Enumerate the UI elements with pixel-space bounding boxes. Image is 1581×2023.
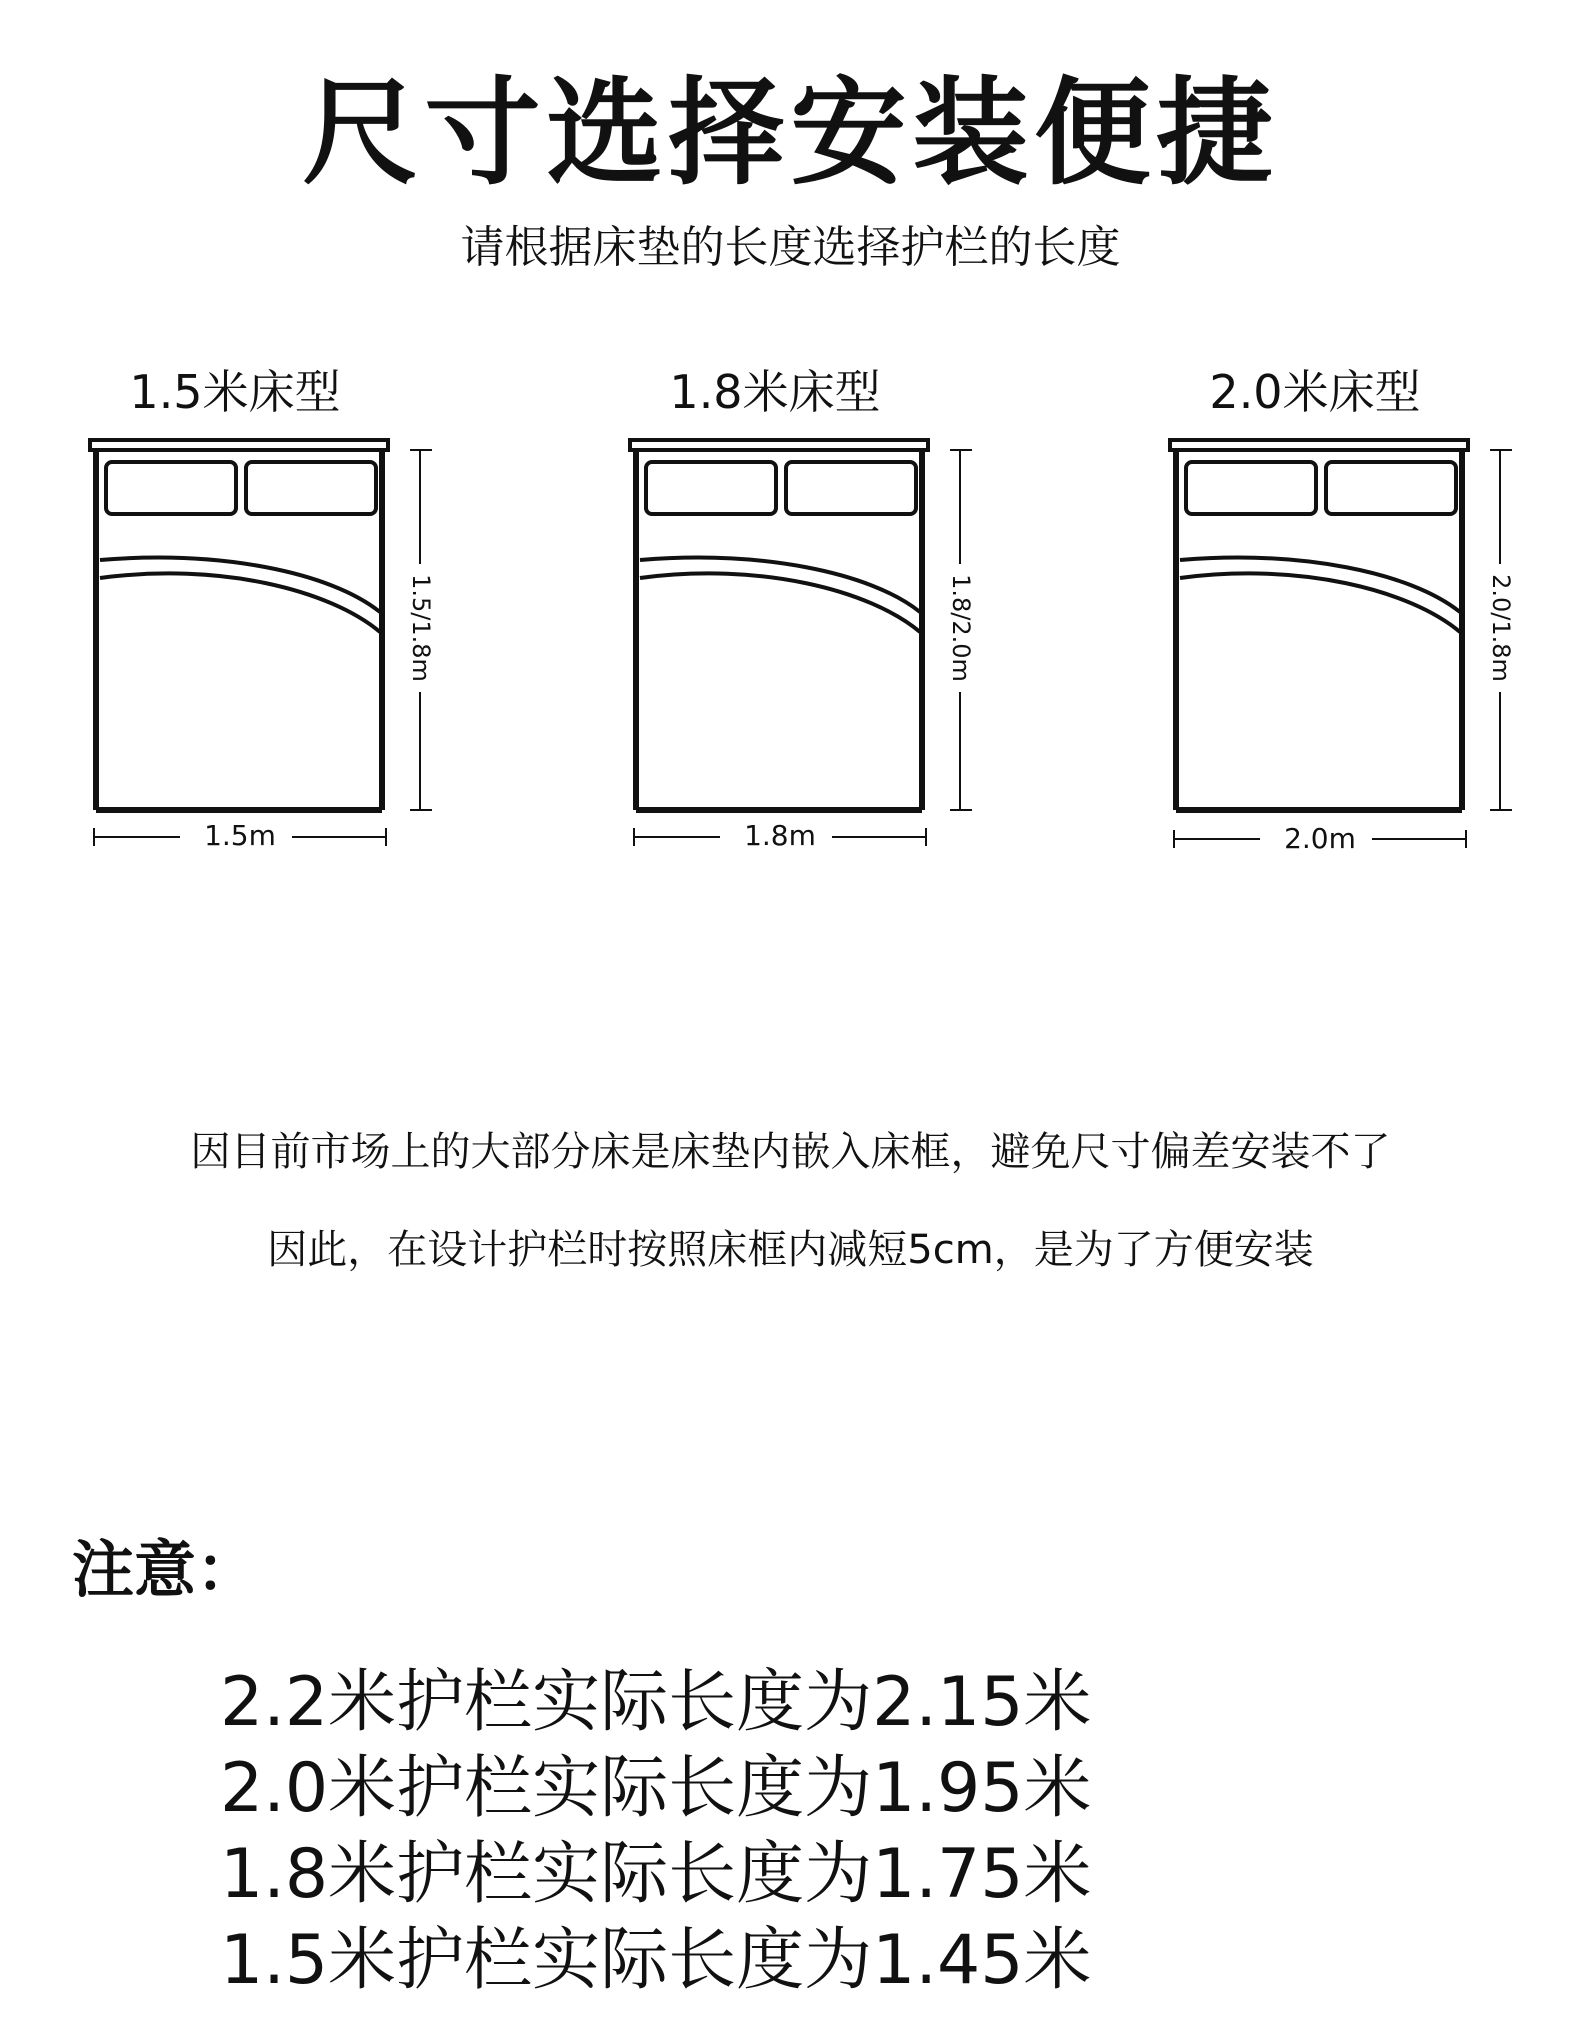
bed-label: 1.5米床型 <box>129 365 341 419</box>
bed-label: 2.0米床型 <box>1209 365 1421 419</box>
bed-drawing <box>620 432 1000 852</box>
note-item: 2.2米护栏实际长度为2.15米 <box>220 1663 1092 1742</box>
bed-label: 1.8米床型 <box>669 365 881 419</box>
bed-width-label: 1.5m <box>204 819 276 852</box>
note-item: 1.8米护栏实际长度为1.75米 <box>220 1835 1092 1914</box>
bed-length-label: 2.0/1.8m <box>1487 574 1515 682</box>
note-item: 2.0米护栏实际长度为1.95米 <box>220 1749 1092 1828</box>
bed-drawing <box>1160 432 1540 852</box>
bed-width-label: 1.8m <box>744 819 816 852</box>
bed-length-label: 1.5/1.8m <box>407 574 435 682</box>
page-subtitle: 请根据床垫的长度选择护栏的长度 <box>460 222 1121 273</box>
bed-diagram-3 <box>1160 362 1540 882</box>
bed-diagram-2 <box>620 362 1000 882</box>
page-title: 尺寸选择安装便捷 <box>302 66 1279 201</box>
note-item: 1.5米护栏实际长度为1.45米 <box>220 1921 1092 2000</box>
explanation-line-2: 因此，在设计护栏时按照床框内减短5cm，是为了方便安装 <box>267 1227 1314 1273</box>
notes-title: 注意： <box>72 1533 259 1606</box>
bed-drawing <box>80 432 460 852</box>
bed-diagram-1 <box>80 362 460 882</box>
explanation-line-1: 因目前市场上的大部分床是床垫内嵌入床框，避免尺寸偏差安装不了 <box>190 1129 1391 1175</box>
bed-length-label: 1.8/2.0m <box>947 574 975 682</box>
notes-list <box>220 1660 1092 2004</box>
bed-width-label: 2.0m <box>1284 822 1356 852</box>
